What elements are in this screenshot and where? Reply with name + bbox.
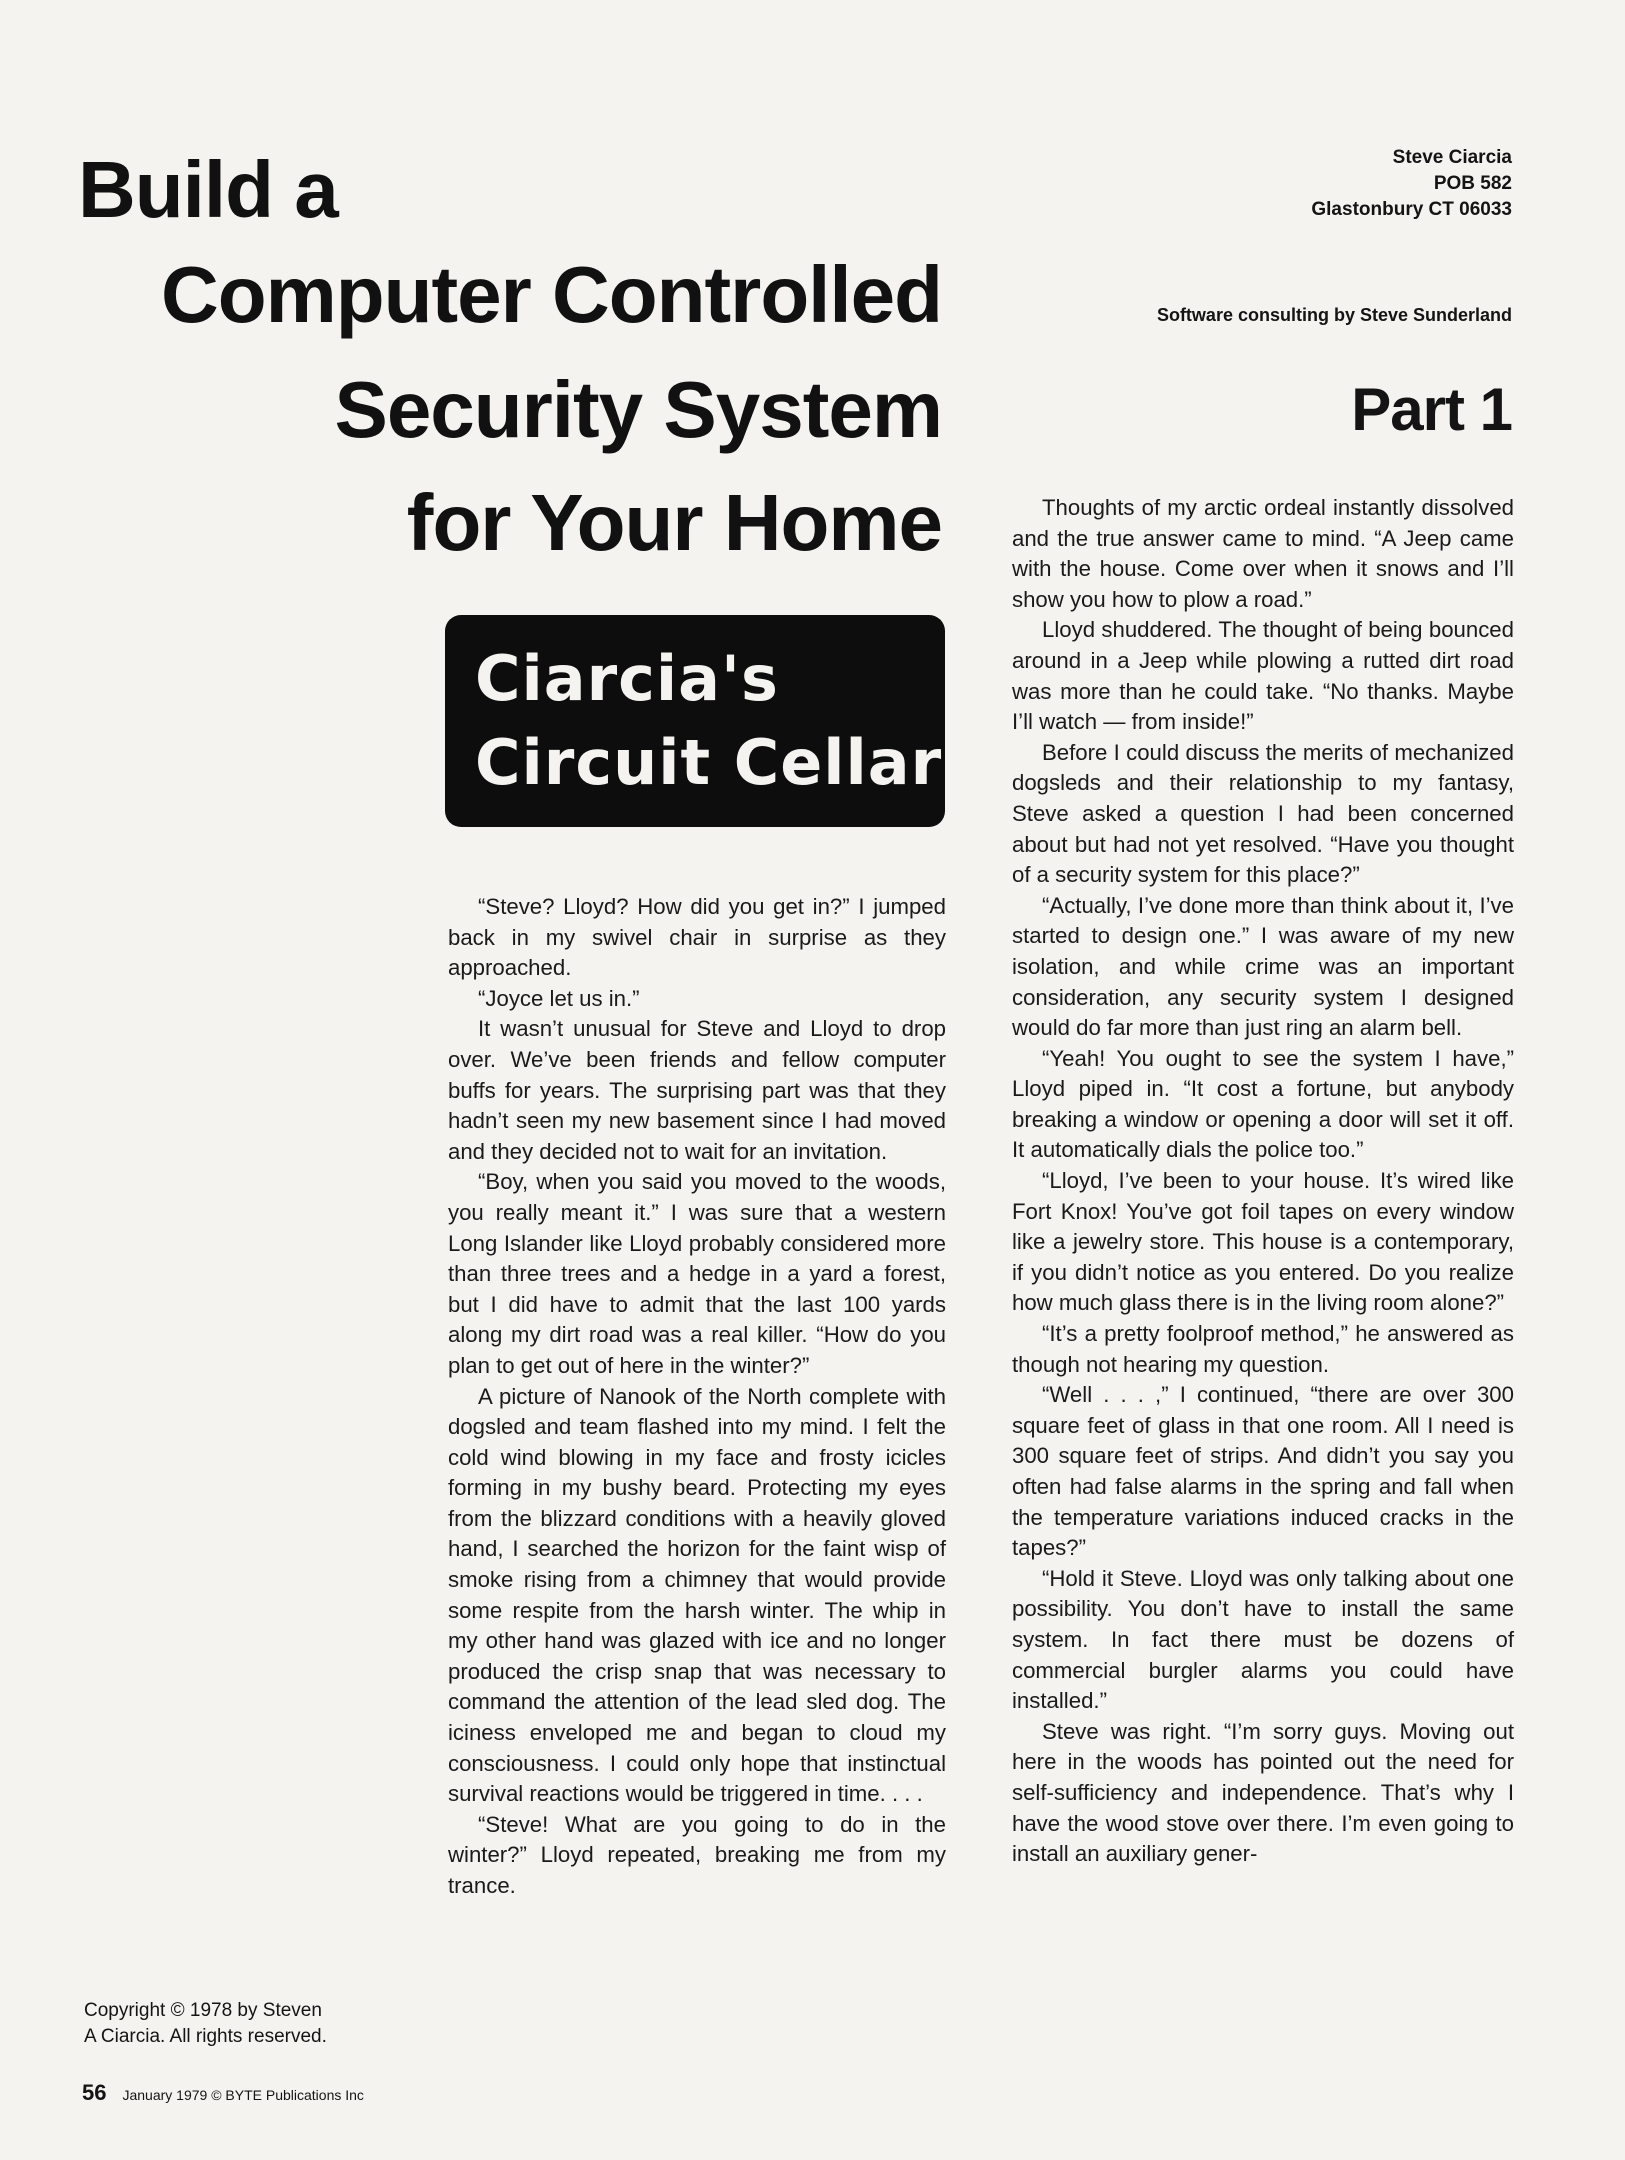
paragraph: “Steve! What are you going to do in the winter?” Lloyd repeated, breaking me from my trance. (448, 1811, 946, 1898)
author-block (1311, 145, 1512, 223)
paragraph: “Steve? Lloyd? How did you get in?” I jumped back in my swivel chair in surprise as they approached. (448, 894, 946, 981)
circuit-cellar-logo (445, 615, 945, 827)
copyright-line-2: A Ciarcia. All rights reserved. (84, 2026, 327, 2047)
paragraph: Steve was right. “I’m sorry guys. Moving out here in the woods has pointed out the need for self-sufficiency and independence. That’s why I have the wood stove over there. I’m even going to install an auxiliary gener- (1012, 1718, 1514, 1867)
paragraph: “Boy, when you said you moved to the woods, you really meant it.” I was sure that a western Long Islander like Lloyd probably considered more than three trees and a hedge in a yard a forest, but I did have to admit that the last 100 yards along my dirt road was a real killer. “How do you plan to get out of here in the winter?” (448, 1169, 946, 1378)
author-city: Glastonbury CT 06033 (1311, 199, 1512, 220)
article-title-line-2: Computer Controlled (161, 250, 942, 339)
paragraph: Lloyd shuddered. The thought of being bounced around in a Jeep while plowing a rutted dirt road was more than he could take. “No thanks. Maybe I’ll watch — from inside!” (1012, 617, 1514, 735)
paragraph: Before I could discuss the merits of mechanized dogsleds and their relationship to my fantasy, Steve asked a question I had been concerned about but had not yet resolved. “Have you thought of a security system for this place?” (1012, 739, 1514, 888)
consulting-credit: Software consulting by Steve Sunderland (1156, 305, 1512, 325)
page-number: 56 (82, 2080, 107, 2105)
copyright-line-1: Copyright © 1978 by Steven (84, 2000, 322, 2021)
copyright-notice (84, 1998, 327, 2050)
paragraph: “Actually, I’ve done more than think about it, I’ve started to design one.” I was aware of my new isolation, and while crime was an important consideration, any security system I designed would do far more than just ring an alarm bell. (1012, 892, 1514, 1041)
paragraph: “Well . . . ,” I continued, “there are over 300 square feet of glass in that one room. All I need is 300 square feet of strips. And didn’t you say you often had false alarms in the spring and fall when the temperature variations induced cracks in the tapes?” (1012, 1382, 1514, 1561)
paragraph: “Joyce let us in.” (478, 985, 640, 1011)
logo-line-1: Ciarcia's (475, 642, 779, 715)
page-footer (82, 2080, 364, 2106)
paragraph: Thoughts of my arctic ordeal instantly dissolved and the true answer came to mind. “A Jeep came with the house. Come over when it snows and I’ll show you how to plow a road.” (1012, 495, 1514, 612)
logo-line-2: Circuit Cellar (475, 726, 943, 799)
article-title-line-4: for Your Home (406, 478, 942, 567)
part-label: Part 1 (1351, 376, 1512, 443)
right-text-column (1012, 493, 1514, 1870)
paragraph: “It’s a pretty foolproof method,” he answered as though not hearing my question. (1012, 1321, 1514, 1377)
left-text-column (448, 892, 946, 1902)
paragraph: A picture of Nanook of the North complete with dogsled and team flashed into my mind. I felt the cold wind blowing in my face and frosty icicles forming in my bushy beard. Protecting my eyes from the blizzard conditions with a heavily gloved hand, I searched the horizon for the faint wisp of smoke rising from a chimney that would provide some respite from the harsh winter. The whip in my other hand was glazed with ice and no longer produced the crisp snap that was necessary to command the attention of the lead sled dog. The iciness enveloped me and began to cloud my consciousness. I could only hope that instinctual survival reactions would be triggered in time. . . . (448, 1383, 946, 1807)
author-name: Steve Ciarcia (1392, 147, 1512, 168)
paragraph: “Hold it Steve. Lloyd was only talking about one possibility. You don’t have to install the same system. In fact there must be dozens of commercial burgler alarms you could have installed.” (1012, 1565, 1514, 1714)
paragraph: “Yeah! You ought to see the system I have,” Lloyd piped in. “It cost a fortune, but anybody breaking a window or opening a door will set it off. It automatically dials the police too.” (1012, 1045, 1514, 1163)
issue-info: January 1979 © BYTE Publications Inc (122, 2087, 364, 2103)
paragraph: “Lloyd, I’ve been to your house. It’s wired like Fort Knox! You’ve got foil tapes on every window like a jewelry store. This house is a contemporary, if you didn’t notice as you entered. Do you realize how much glass there is in the living room alone?” (1012, 1168, 1514, 1316)
paragraph: It wasn’t unusual for Steve and Lloyd to drop over. We’ve been friends and fellow computer buffs for years. The surprising part was that they hadn’t seen my new basement since I had moved and they decided not to wait for an invitation. (448, 1016, 946, 1164)
article-title-line-3: Security System (334, 365, 942, 454)
author-address: POB 582 (1433, 173, 1512, 194)
article-title-line-1: Build a (78, 145, 338, 234)
